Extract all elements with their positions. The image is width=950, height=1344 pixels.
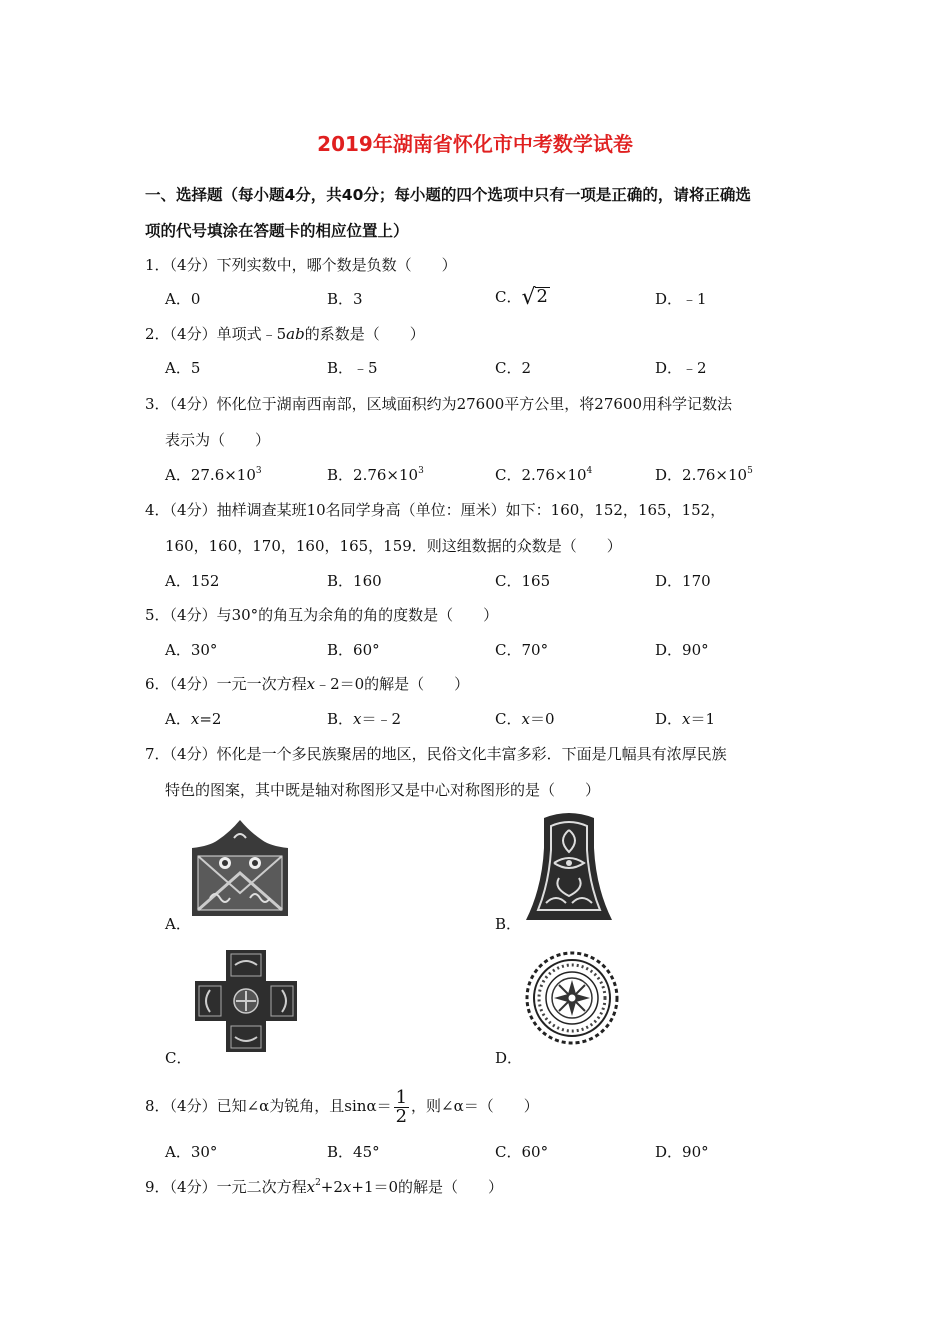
question-8-stem: 8．（4分）已知∠α为锐角，且sinα＝ $\frac{1}{2}$ ，则∠α＝（ ） bbox=[145, 1086, 539, 1127]
question-3-stem-line1: 3．（4分）怀化位于湖南西南部，区域面积约为27600平方公里，将27600用科学记数法 bbox=[145, 395, 733, 413]
question-3-stem-line2: 表示为（ ） bbox=[165, 431, 271, 449]
q2-option-d: D．﹣2 bbox=[655, 359, 707, 377]
page-title: 2019年湖南省怀化市中考数学试卷 bbox=[317, 132, 633, 156]
q8-option-d: D．90° bbox=[655, 1143, 709, 1161]
q4-option-c: C．165 bbox=[495, 572, 551, 590]
question-5-stem: 5．（4分）与30°的角互为余角的角的度数是（ ） bbox=[145, 606, 499, 624]
q4-option-d: D．170 bbox=[655, 572, 711, 590]
q4-option-a: A．152 bbox=[165, 572, 220, 590]
section-heading-line2: 项的代号填涂在答题卡的相应位置上） bbox=[145, 222, 409, 240]
question-6-stem: 6．（4分）一元一次方程x﹣2＝0的解是（ ） bbox=[145, 675, 470, 693]
question-9-stem: 9．（4分）一元二次方程$x^2+2x+1=0$的解是（ ） bbox=[145, 1178, 504, 1196]
q1-option-d: D．﹣1 bbox=[655, 290, 707, 308]
q2-option-b: B．﹣5 bbox=[327, 359, 378, 377]
q3-option-d: D．$2.76\times 10^5$ bbox=[655, 466, 753, 484]
q1-option-c: C．√2 bbox=[495, 285, 548, 310]
q3-option-b: B．$2.76\times 10^3$ bbox=[327, 466, 424, 484]
q8-option-a: A．30° bbox=[165, 1143, 218, 1161]
q5-option-a: A．30° bbox=[165, 641, 218, 659]
q6-option-b: B．x＝﹣2 bbox=[327, 710, 402, 728]
question-1-stem: 1．（4分）下列实数中，哪个数是负数（ ） bbox=[145, 256, 457, 274]
pattern-a-image bbox=[190, 818, 290, 918]
question-7-stem-line2: 特色的图案，其中既是轴对称图形又是中心对称图形的是（ ） bbox=[165, 781, 601, 799]
q2-option-a: A．5 bbox=[165, 359, 201, 377]
q1-option-a: A．0 bbox=[165, 290, 201, 308]
question-4-stem-line1: 4．（4分）抽样调查某班10名同学身高（单位：厘米）如下：160，152，165，152， bbox=[145, 501, 726, 519]
q3-option-c: C．$2.76\times 10^4$ bbox=[495, 466, 593, 484]
fraction-one-half: $\frac{1}{2}$ bbox=[395, 1086, 408, 1127]
q6-option-a: A．x=2 bbox=[165, 710, 222, 728]
q7-option-a: A． bbox=[165, 915, 191, 933]
q1-option-b: B．3 bbox=[327, 290, 363, 308]
q8-option-b: B．45° bbox=[327, 1143, 380, 1161]
question-7-stem-line1: 7．（4分）怀化是一个多民族聚居的地区，民俗文化丰富多彩．下面是几幅具有浓厚民族 bbox=[145, 745, 727, 763]
q7-option-c: C． bbox=[165, 1049, 192, 1067]
sqrt-sign: √ bbox=[521, 285, 536, 310]
pattern-b-image bbox=[524, 808, 614, 926]
question-2-stem: 2．（4分）单项式﹣5ab的系数是（ ） bbox=[145, 325, 425, 343]
q5-option-c: C．70° bbox=[495, 641, 549, 659]
question-4-stem-line2: 160，160，170，160，165，159．则这组数据的众数是（ ） bbox=[165, 537, 622, 555]
q7-option-d: D． bbox=[495, 1049, 523, 1067]
q4-option-b: B．160 bbox=[327, 572, 382, 590]
q5-option-d: D．90° bbox=[655, 641, 709, 659]
q2-option-c: C．2 bbox=[495, 359, 532, 377]
q6-option-c: C．x＝0 bbox=[495, 710, 555, 728]
pattern-c-image bbox=[193, 948, 299, 1054]
q8-option-c: C．60° bbox=[495, 1143, 549, 1161]
q7-option-b: B． bbox=[495, 915, 522, 933]
q6-option-d: D．x＝1 bbox=[655, 710, 716, 728]
q5-option-b: B．60° bbox=[327, 641, 380, 659]
pattern-d-image bbox=[524, 950, 620, 1046]
q3-option-a: A．$27.6\times 10^3$ bbox=[165, 466, 262, 484]
section-heading-line1: 一、选择题（每小题4分，共40分；每小题的四个选项中只有一项是正确的，请将正确选 bbox=[145, 186, 751, 204]
